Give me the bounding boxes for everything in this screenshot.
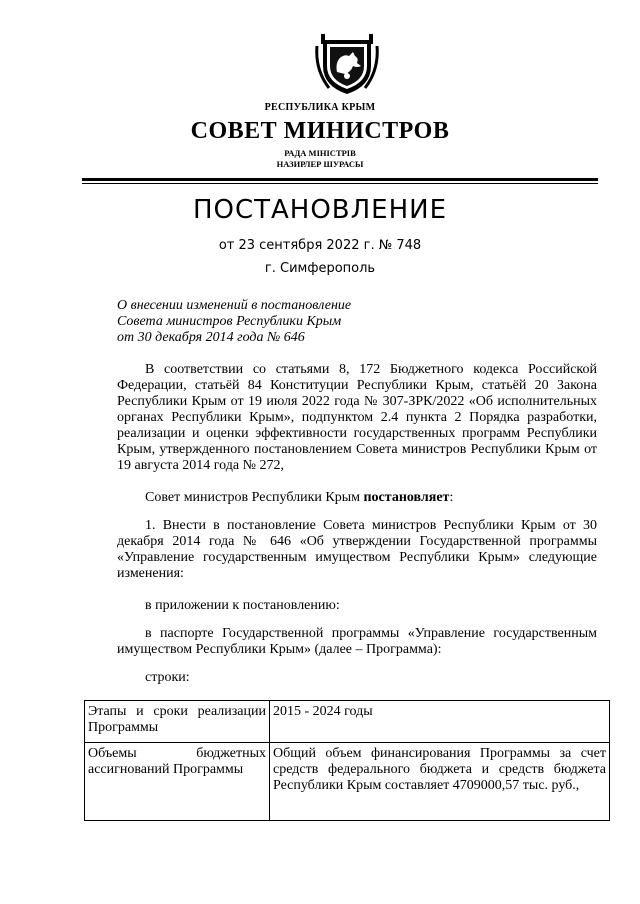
republic-name: РЕСПУБЛИКА КРЫМ (264, 102, 376, 113)
table-cell-value: Общий объем финансирования Программы за счет средств федерального бюджета и средств бюджета Республики Крым составляет 4709000,57 тыс. руб., (270, 743, 610, 821)
council-name-crimean-tatar: НАЗИРЛЕР ШУРАСЫ (276, 159, 364, 169)
subject-line: от 30 декабря 2014 года № 646 (117, 330, 305, 345)
document-type-title: ПОСТАНОВЛЕНИЕ (192, 195, 448, 225)
preamble-paragraph: В соответствии со статьями 8, 172 Бюджетного кодекса Российской Федерации, статьёй 84 Конституции Республики Крым, статьёй 20 Закона Республики Крым от 19 июля 2022 года № 307-ЗРК/2022 «Об исполнительных органах Республики Крым», подпунктом 2.4 пункта 2 Порядка разработки, реализации и оценки эффективности государственных программ Республики Крым, утвержденного постановлением Совета министров Республики Крым от 19 августа 2014 года № 272, (117, 362, 597, 473)
table-cell-value: 2015 - 2024 годы (270, 701, 610, 743)
crimea-coat-of-arms-icon (315, 30, 379, 96)
table-cell-label: Этапы и сроки реализации Программы (85, 701, 270, 743)
document-subject (117, 298, 351, 346)
table-cell-label: Объемы бюджетных ассигнований Программы (85, 743, 270, 821)
resolving-verb: постановляет (363, 490, 450, 505)
subject-line: О внесении изменений в постановление (117, 298, 352, 313)
rows-label: строки: (145, 670, 190, 685)
table-row (85, 701, 610, 743)
table-row (85, 743, 610, 821)
item-1-paragraph: 1. Внести в постановление Совета министров Республики Крым от 30 декабря 2014 года № 646 «Об утверждении Государственной программы «Управление государственным имуществом Республики Крым» следующие изменения: (117, 518, 597, 581)
resolving-clause (145, 490, 453, 506)
header-divider-thick (82, 178, 598, 181)
document-city: г. Симферополь (264, 261, 376, 276)
subject-line: Совета министров Республики Крым (117, 314, 342, 329)
council-name-ukrainian: РАДА МІНІСТРІВ (284, 148, 356, 158)
passport-table (84, 700, 610, 821)
document-date-number: от 23 сентября 2022 г. № 748 (218, 238, 422, 253)
passport-paragraph: в паспорте Государственной программы «Управление государственным имуществом Республики Крым» (далее – Программа): (117, 626, 597, 657)
annex-paragraph: в приложении к постановлению: (145, 598, 340, 613)
council-name: СОВЕТ МИНИСТРОВ (190, 118, 450, 144)
resolving-clause-colon: : (449, 490, 454, 505)
council-name-translations (0, 148, 640, 170)
header-divider-thin (82, 183, 598, 184)
resolving-clause-text: Совет министров Республики Крым (145, 490, 364, 505)
